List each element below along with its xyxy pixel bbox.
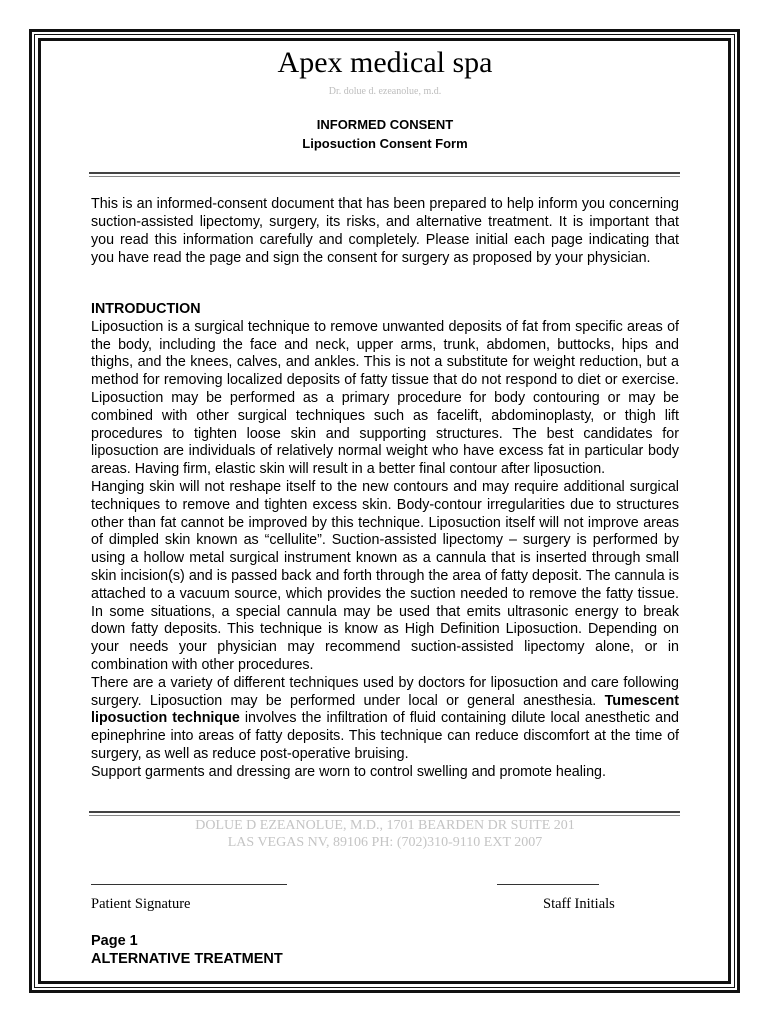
introduction-heading: INTRODUCTION bbox=[91, 301, 201, 317]
footer-address-line2: LAS VEGAS NV, 89106 PH: (702)310-9110 EXT 2007 bbox=[227, 835, 543, 850]
form-subheading: Liposuction Consent Form bbox=[302, 136, 468, 151]
footer-address-line1: DOLUE D EZEANOLUE, M.D., 1701 BEARDEN DR SUITE 201 bbox=[195, 818, 575, 833]
introduction-paragraph-2: Hanging skin will not reshape itself to the new contours and may require additional surgical techniques to remove and tighten excess skin. Body-contour irregularities due to structures other than fat cannot be improved by this technique. Liposuction itself will not improve areas of dimpled skin known as “cellulite”. Suction-assisted lipectomy – surgery is performed by using a hollow metal surgical instrument known as a cannula that is inserted through small skin incision(s) and is passed back and forth through the area of fatty deposit. The cannula is attached to a vacuum source, which provides the suction needed to remove the fatty tissue. In some situations, a special cannula may be used that emits ultrasonic energy to break down fatty deposits. This technique is know as High Definition Liposuction. Depending on your needs your physician may recommend suction-assisted lipectomy alone, or in combination with other procedures. bbox=[91, 478, 679, 673]
doctor-name: Dr. dolue d. ezeanolue, m.d. bbox=[328, 86, 442, 97]
clinic-title: Apex medical spa bbox=[277, 46, 493, 79]
footer-divider bbox=[89, 811, 680, 813]
footer-divider-thin bbox=[89, 815, 680, 816]
intro-paragraph: This is an informed-consent document that has been prepared to help inform you concerning suction-assisted lipectomy, surgery, its risks, and alternative treatment. It is important that you read this information carefully and completely. Please initial each page indicating that you have read the page and sign the consent for surgery as proposed by your physician. bbox=[91, 196, 679, 266]
introduction-paragraph-1: Liposuction is a surgical technique to remove unwanted deposits of fat from specific areas of the body, including the face and neck, upper arms, trunk, abdomen, buttocks, hips and thighs, and the knees, calves, and ankles. This is not a substitute for weight reduction, but a method for removing localized deposits of fatty tissue that do not respond to diet or exercise. Liposuction may be performed as a primary procedure for body contouring or may be combined with other surgical techniques such as facelift, abdominoplasty, or thigh lift procedures to tighten loose skin and supporting structures. The best candidates for liposuction are individuals of relatively normal weight who have excess fat in particular body areas. Having firm, elastic skin will result in a better final contour after liposuction. bbox=[91, 318, 679, 478]
form-heading: INFORMED CONSENT bbox=[316, 117, 454, 132]
header-divider-thin bbox=[89, 176, 680, 177]
staff-initials-line[interactable] bbox=[497, 884, 599, 885]
introduction-paragraph-3 bbox=[91, 675, 679, 764]
paragraph-3-lead: There are a variety of different techniques used by doctors for liposuction and care following surgery. Liposuction may be performed under local or general anesthesia. bbox=[91, 674, 679, 709]
page-number: Page 1 bbox=[91, 933, 138, 949]
patient-signature-line[interactable] bbox=[91, 884, 287, 885]
staff-initials-label: Staff Initials bbox=[543, 896, 615, 912]
tumescent-term: Tumescent liposuction technique bbox=[91, 692, 679, 727]
introduction-section bbox=[91, 301, 679, 782]
paragraph-3-tail: involves the infiltration of fluid containing dilute local anesthetic and epinephrine into areas of fatty deposits. This technique can reduce discomfort at the time of surgery, as well as reduce post-operative bruising. bbox=[91, 710, 679, 762]
next-section-heading: ALTERNATIVE TREATMENT bbox=[91, 951, 283, 967]
patient-signature-label: Patient Signature bbox=[91, 896, 191, 912]
introduction-paragraph-4: Support garments and dressing are worn to control swelling and promote healing. bbox=[91, 763, 606, 780]
header-divider bbox=[89, 172, 680, 174]
